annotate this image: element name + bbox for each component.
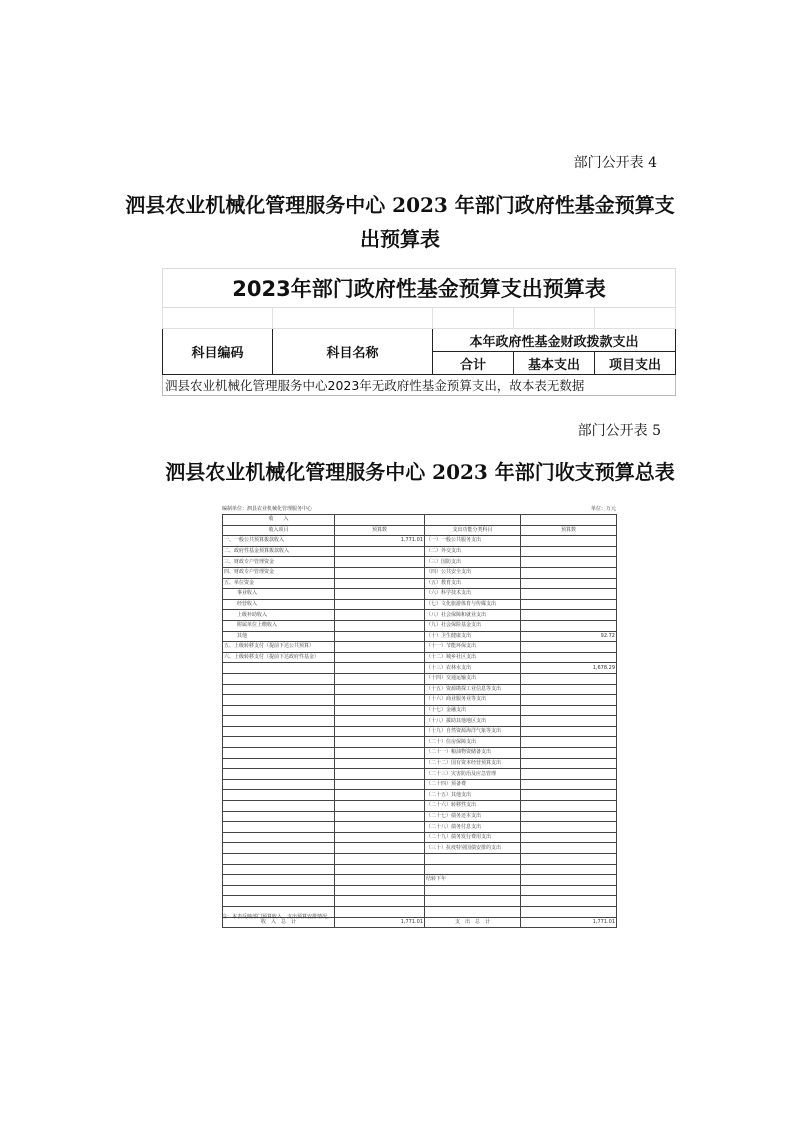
income-amount xyxy=(335,631,425,642)
income-amount xyxy=(335,620,425,631)
expense-item: （十四）交通运输支出 xyxy=(425,673,521,684)
table-row xyxy=(223,546,617,557)
expense-amount xyxy=(521,599,617,610)
table-row xyxy=(223,843,617,854)
expense-amount: 92.72 xyxy=(521,631,617,642)
income-item: 经营收入 xyxy=(223,599,335,610)
income-item xyxy=(223,673,335,684)
expense-item xyxy=(425,906,521,917)
expense-item: （十三）农林水支出 xyxy=(425,663,521,674)
income-amount xyxy=(335,801,425,812)
income-amount xyxy=(335,546,425,557)
table-row xyxy=(223,737,617,748)
table-row xyxy=(223,599,617,610)
expense-item xyxy=(425,896,521,907)
expense-amount xyxy=(521,885,617,896)
income-item xyxy=(223,875,335,886)
expense-item: （七）文化旅游体育与传媒支出 xyxy=(425,599,521,610)
income-amount: 1,771.01 xyxy=(335,536,425,547)
income-amount xyxy=(335,652,425,663)
col-total: 合计 xyxy=(433,352,514,375)
income-amount xyxy=(335,716,425,727)
income-amount xyxy=(335,610,425,621)
section5-label: 部门公开表 5 xyxy=(577,423,661,439)
expense-amount xyxy=(521,737,617,748)
table-footnote: 注：本表反映部门预算收入、支出预算安排情况。 xyxy=(222,914,333,920)
income-item: 一、一般公共预算拨款收入 xyxy=(223,536,335,547)
table-row xyxy=(223,695,617,706)
expense-item: 结转下年 xyxy=(425,875,521,886)
expense-item: （十六）商业服务业等支出 xyxy=(425,695,521,706)
income-amount xyxy=(335,695,425,706)
expense-item: （十一）节能环保支出 xyxy=(425,642,521,653)
income-item xyxy=(223,726,335,737)
table-row xyxy=(223,726,617,737)
expense-amount xyxy=(521,695,617,706)
income-amount xyxy=(335,906,425,917)
table-row xyxy=(223,864,617,875)
expense-amount xyxy=(521,769,617,780)
table-row xyxy=(223,652,617,663)
col-expense-item: 支出功能分类科目 xyxy=(425,525,521,536)
income-item: 附属单位上缴收入 xyxy=(223,620,335,631)
expense-amount xyxy=(521,779,617,790)
expense-item: （二）外交支出 xyxy=(425,546,521,557)
table-row xyxy=(223,610,617,621)
income-amount xyxy=(335,599,425,610)
income-item xyxy=(223,705,335,716)
table-row xyxy=(223,854,617,865)
expense-item: （十七）金融支出 xyxy=(425,705,521,716)
income-item: 二、政府性基金预算拨款收入 xyxy=(223,546,335,557)
income-item xyxy=(223,737,335,748)
expense-item: （九）社会保险基金支出 xyxy=(425,620,521,631)
expense-amount xyxy=(521,832,617,843)
income-amount xyxy=(335,673,425,684)
expense-amount xyxy=(521,896,617,907)
table-title: 2023年部门政府性基金预算支出预算表 xyxy=(163,269,676,308)
expense-amount xyxy=(521,620,617,631)
table-row xyxy=(223,684,617,695)
income-item: 四、财政专户管理资金 xyxy=(223,567,335,578)
expense-amount xyxy=(521,801,617,812)
expense-amount xyxy=(521,557,617,568)
income-item xyxy=(223,663,335,674)
income-item: 五、单位资金 xyxy=(223,578,335,589)
income-item xyxy=(223,864,335,875)
expense-amount xyxy=(521,546,617,557)
expense-item xyxy=(425,885,521,896)
expense-item: （三十）抗疫特别国债安排的支出 xyxy=(425,843,521,854)
income-total: 1,771.01 xyxy=(335,917,425,928)
income-amount xyxy=(335,567,425,578)
income-item xyxy=(223,716,335,727)
income-amount xyxy=(335,684,425,695)
expense-amount xyxy=(521,726,617,737)
expense-item: （一）一般公共服务支出 xyxy=(425,536,521,547)
income-amount xyxy=(335,663,425,674)
income-item xyxy=(223,822,335,833)
income-amount xyxy=(335,748,425,759)
income-amount xyxy=(335,589,425,600)
income-amount xyxy=(335,737,425,748)
income-amount xyxy=(335,790,425,801)
expense-item: （八）社会保障和就业支出 xyxy=(425,610,521,621)
income-amount xyxy=(335,726,425,737)
expense-item: （二十九）债务发行费用支出 xyxy=(425,832,521,843)
income-amount xyxy=(335,854,425,865)
expense-amount xyxy=(521,536,617,547)
compiling-unit: 编制单位：泗县农业机械化管理服务中心 xyxy=(222,506,313,512)
col-expense-amount: 预算数 xyxy=(521,525,617,536)
col-income-item: 收入项目 xyxy=(223,525,335,536)
income-amount xyxy=(335,705,425,716)
expense-item: （二十一）粮油物资储备支出 xyxy=(425,748,521,759)
expense-amount xyxy=(521,790,617,801)
expense-item: （二十七）债务还本支出 xyxy=(425,811,521,822)
income-item xyxy=(223,790,335,801)
income-item xyxy=(223,854,335,865)
col-income-amount: 预算数 xyxy=(335,525,425,536)
income-item: 其他 xyxy=(223,631,335,642)
expense-total-label: 支 出 总 计 xyxy=(425,917,521,928)
income-item: 五、上级转移支付（提前下达公共预算） xyxy=(223,642,335,653)
income-item xyxy=(223,885,335,896)
expense-amount xyxy=(521,684,617,695)
income-amount xyxy=(335,557,425,568)
income-amount xyxy=(335,875,425,886)
no-data-note: 泗县农业机械化管理服务中心2023年无政府性基金预算支出，故本表无数据 xyxy=(163,375,676,396)
income-amount xyxy=(335,578,425,589)
income-item xyxy=(223,896,335,907)
expense-item: （十八）援助其他地区支出 xyxy=(425,716,521,727)
expense-item: （二十八）债务付息支出 xyxy=(425,822,521,833)
table-row xyxy=(223,779,617,790)
table-row xyxy=(223,705,617,716)
expense-amount xyxy=(521,567,617,578)
expense-item: （三）国防支出 xyxy=(425,557,521,568)
section5-title: 泗县农业机械化管理服务中心 2023 年部门收支预算总表 xyxy=(165,460,675,484)
table-row xyxy=(223,822,617,833)
expense-item: （二十二）国有资本经营预算支出 xyxy=(425,758,521,769)
expense-amount xyxy=(521,854,617,865)
table-row xyxy=(223,557,617,568)
income-expense-table xyxy=(222,514,616,928)
table-row xyxy=(223,589,617,600)
income-amount xyxy=(335,885,425,896)
expense-item: （二十四）预备费 xyxy=(425,779,521,790)
income-item xyxy=(223,801,335,812)
expense-item xyxy=(425,864,521,875)
expense-amount xyxy=(521,748,617,759)
income-item xyxy=(223,758,335,769)
expense-item: （十五）资源勘探工业信息等支出 xyxy=(425,684,521,695)
income-amount xyxy=(335,843,425,854)
income-item xyxy=(223,684,335,695)
table-row xyxy=(223,801,617,812)
expense-amount xyxy=(521,652,617,663)
government-fund-table xyxy=(162,268,675,400)
income-item xyxy=(223,769,335,780)
expense-amount xyxy=(521,705,617,716)
table-row xyxy=(223,620,617,631)
expense-item: （二十三）灾害防治及应急管理 xyxy=(425,769,521,780)
expense-amount xyxy=(521,589,617,600)
table-row xyxy=(223,578,617,589)
expense-item: （四）公共安全支出 xyxy=(425,567,521,578)
table-row xyxy=(223,885,617,896)
income-item xyxy=(223,695,335,706)
income-amount xyxy=(335,769,425,780)
table-row xyxy=(223,567,617,578)
expense-item: （二十）住房保障支出 xyxy=(425,737,521,748)
expense-amount xyxy=(521,811,617,822)
income-amount xyxy=(335,811,425,822)
income-header: 收 入 xyxy=(223,515,335,526)
table-row xyxy=(223,758,617,769)
expense-item: （二十五）其他支出 xyxy=(425,790,521,801)
table-row xyxy=(223,811,617,822)
col-basic: 基本支出 xyxy=(514,352,595,375)
income-amount xyxy=(335,864,425,875)
income-item xyxy=(223,748,335,759)
expense-amount xyxy=(521,758,617,769)
income-amount xyxy=(335,822,425,833)
expense-item: （六）科学技术支出 xyxy=(425,589,521,600)
table-row xyxy=(223,875,617,886)
income-item: 三、财政专户管理资金 xyxy=(223,557,335,568)
table-row xyxy=(223,631,617,642)
expense-amount: 1,678.29 xyxy=(521,663,617,674)
unit-label: 单位：万元 xyxy=(590,506,616,512)
col-fund-group: 本年政府性基金财政拨款支出 xyxy=(433,329,676,352)
income-total-label: 收 入 总 计 xyxy=(223,917,335,928)
table-row xyxy=(223,896,617,907)
expense-item: （五）教育支出 xyxy=(425,578,521,589)
expense-amount xyxy=(521,822,617,833)
income-amount xyxy=(335,642,425,653)
expense-amount xyxy=(521,642,617,653)
expense-item: （十九）自然资源海洋气象等支出 xyxy=(425,726,521,737)
expense-amount xyxy=(521,716,617,727)
expense-amount xyxy=(521,843,617,854)
expense-item: （十二）城乡社区支出 xyxy=(425,652,521,663)
expense-amount xyxy=(521,875,617,886)
income-item xyxy=(223,811,335,822)
income-item xyxy=(223,779,335,790)
expense-item: （二十六）转移性支出 xyxy=(425,801,521,812)
table-row xyxy=(223,663,617,674)
income-item: 上级补助收入 xyxy=(223,610,335,621)
expense-total: 1,771.01 xyxy=(521,917,617,928)
table-row xyxy=(223,642,617,653)
expense-item xyxy=(425,854,521,865)
section4-title: 泗县农业机械化管理服务中心 2023 年部门政府性基金预算支出预算表 xyxy=(125,193,675,251)
income-item: 事业收入 xyxy=(223,589,335,600)
table-row xyxy=(223,748,617,759)
section4-label: 部门公开表 4 xyxy=(573,155,657,171)
table-row xyxy=(223,790,617,801)
expense-amount xyxy=(521,673,617,684)
expense-amount xyxy=(521,864,617,875)
expense-amount xyxy=(521,578,617,589)
income-amount xyxy=(335,779,425,790)
expense-amount xyxy=(521,906,617,917)
expense-amount xyxy=(521,610,617,621)
table-row xyxy=(223,832,617,843)
table-row xyxy=(223,769,617,780)
table-row xyxy=(223,536,617,547)
col-project: 项目支出 xyxy=(595,352,676,375)
income-item xyxy=(223,832,335,843)
expense-item: （十）卫生健康支出 xyxy=(425,631,521,642)
col-subject-name: 科目名称 xyxy=(273,329,433,375)
income-item: 六、上级转移支付（提前下达政府性基金） xyxy=(223,652,335,663)
income-amount xyxy=(335,896,425,907)
income-amount xyxy=(335,758,425,769)
income-item xyxy=(223,843,335,854)
table-row xyxy=(223,716,617,727)
col-subject-code: 科目编码 xyxy=(163,329,273,375)
table-row xyxy=(223,673,617,684)
income-amount xyxy=(335,832,425,843)
